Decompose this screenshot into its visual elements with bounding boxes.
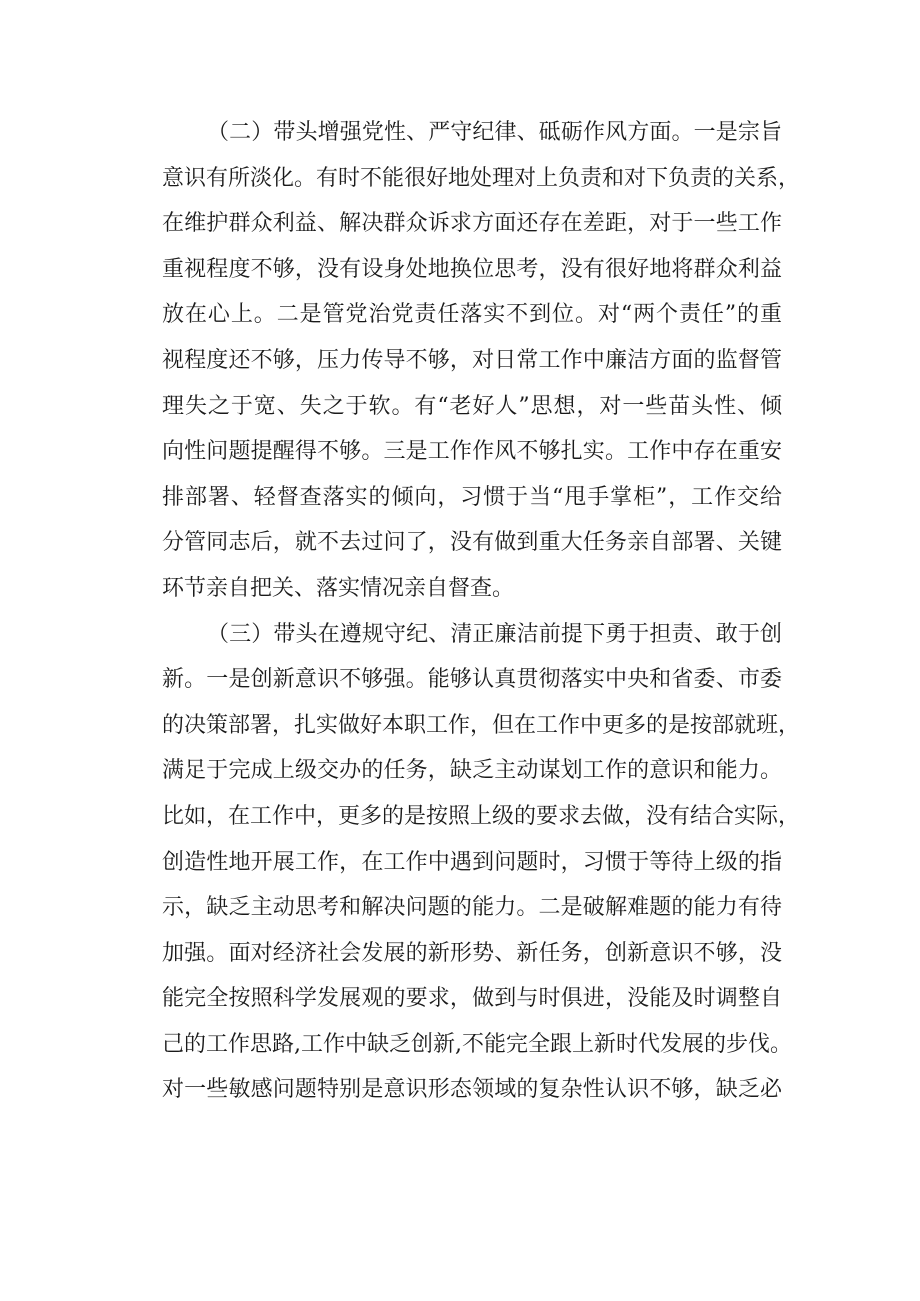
text-line: （二）带头增强党性、严守纪律、砥砺作风方面。一是宗旨 [207, 120, 782, 145]
text-line: （三）带头在遵规守纪、清正廉洁前提下勇于担责、敢于创 [207, 621, 782, 647]
paragraph-section-two [162, 110, 801, 612]
text-line: 意识有所淡化。有时不能很好地处理对上负责和对下负责的关系， [162, 165, 801, 191]
text-line: 满足于完成上级交办的任务，缺乏主动谋划工作的意识和能力。 [162, 758, 782, 784]
text-line: 创造性地开展工作，在工作中遇到问题时，习惯于等待上级的指 [162, 849, 782, 875]
text-line: 新。一是创新意识不够强。能够认真贯彻落实中央和省委、市委 [162, 667, 782, 693]
text-line: 的决策部署，扎实做好本职工作，但在工作中更多的是按部就班， [162, 712, 801, 738]
text-line: 向性问题提醒得不够。三是工作作风不够扎实。工作中存在重安 [162, 439, 782, 465]
text-line: 分管同志后，就不去过问了，没有做到重大任务亲自部署、关键 [162, 530, 782, 556]
text-line: 能完全按照科学发展观的要求，做到与时俱进，没能及时调整自 [162, 986, 782, 1012]
text-line: 比如，在工作中，更多的是按照上级的要求去做，没有结合实际， [162, 803, 801, 829]
text-line: 排部署、轻督查落实的倾向，习惯于当“甩手掌柜”，工作交给 [162, 484, 782, 510]
text-line: 理失之于宽、失之于软。有“老好人”思想，对一些苗头性、倾 [162, 393, 782, 419]
text-line: 环节亲自把关、落实情况亲自督查。 [162, 575, 515, 601]
text-line: 对一些敏感问题特别是意识形态领域的复杂性认识不够，缺乏必 [162, 1077, 782, 1103]
text-line: 放在心上。二是管党治党责任落实不到位。对“两个责任”的重 [162, 302, 782, 328]
text-line: 示，缺乏主动思考和解决问题的能力。二是破解难题的能力有待 [162, 895, 782, 921]
text-line: 在维护群众利益、解决群众诉求方面还存在差距，对于一些工作 [162, 211, 782, 237]
text-line: 己的工作思路,工作中缺乏创新,不能完全跟上新时代发展的步伐。 [162, 1031, 792, 1057]
document-body [162, 110, 801, 1113]
text-line: 加强。面对经济社会发展的新形势、新任务，创新意识不够，没 [162, 940, 782, 966]
paragraph-section-three [162, 612, 801, 1114]
text-line: 视程度还不够，压力传导不够，对日常工作中廉洁方面的监督管 [162, 347, 782, 373]
text-line: 重视程度不够，没有设身处地换位思考，没有很好地将群众利益 [162, 256, 782, 282]
